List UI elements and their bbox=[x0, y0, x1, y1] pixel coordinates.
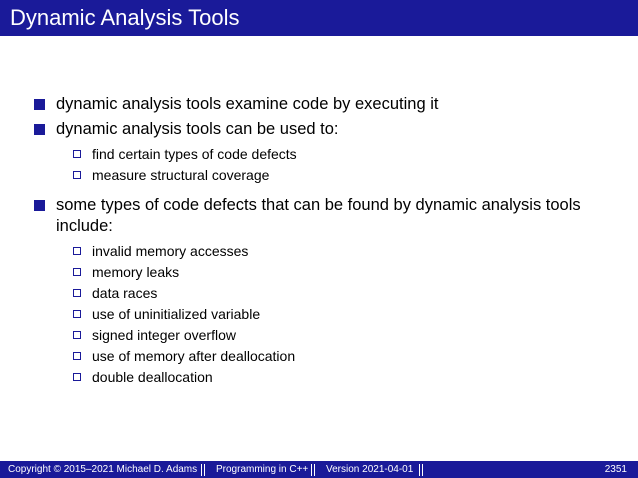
sub-bullet-item bbox=[34, 241, 624, 262]
bullet-item bbox=[34, 94, 624, 115]
sub-bullet-text: find certain types of code defects bbox=[92, 146, 297, 162]
footer-copyright: Copyright © 2015–2021 Michael D. Adams bbox=[8, 464, 198, 475]
page-number: 2351 bbox=[604, 464, 627, 475]
footer-course: Programming in C++ bbox=[216, 464, 309, 475]
bullet-item bbox=[34, 195, 624, 237]
sub-bullet-item bbox=[34, 165, 624, 186]
hollow-square-bullet-icon bbox=[73, 373, 81, 381]
sub-bullet-text: use of memory after deallocation bbox=[92, 348, 296, 364]
sub-bullet-text: double deallocation bbox=[92, 369, 213, 385]
hollow-square-bullet-icon bbox=[73, 352, 81, 360]
title-bar bbox=[0, 0, 638, 36]
bullet-item bbox=[34, 119, 624, 140]
sub-bullet-item bbox=[34, 304, 624, 325]
sub-bullet-item bbox=[34, 144, 624, 165]
hollow-square-bullet-icon bbox=[73, 310, 81, 318]
hollow-square-bullet-icon bbox=[73, 331, 81, 339]
footer-separator bbox=[419, 464, 423, 476]
bullet-text: dynamic analysis tools examine code by executing it bbox=[56, 95, 439, 113]
footer-separator bbox=[201, 464, 205, 476]
hollow-square-bullet-icon bbox=[73, 289, 81, 297]
sub-bullet-text: signed integer overflow bbox=[92, 327, 236, 343]
sub-bullet-text: invalid memory accesses bbox=[92, 243, 249, 259]
hollow-square-bullet-icon bbox=[73, 171, 81, 179]
footer-bar bbox=[0, 461, 638, 478]
square-bullet-icon bbox=[34, 200, 45, 211]
footer-version: Version 2021-04-01 bbox=[326, 464, 414, 475]
sub-bullet-text: data races bbox=[92, 285, 158, 301]
square-bullet-icon bbox=[34, 124, 45, 135]
square-bullet-icon bbox=[34, 99, 45, 110]
bullet-text-continued: include: bbox=[56, 217, 113, 235]
footer-separator bbox=[311, 464, 315, 476]
sub-bullet-text: memory leaks bbox=[92, 264, 180, 280]
bullet-text: some types of code defects that can be found by dynamic analysis tools bbox=[56, 196, 581, 214]
slide-content bbox=[34, 94, 624, 388]
hollow-square-bullet-icon bbox=[73, 268, 81, 276]
slide-title: Dynamic Analysis Tools bbox=[10, 5, 240, 30]
sub-bullet-item bbox=[34, 346, 624, 367]
sub-bullet-text: measure structural coverage bbox=[92, 167, 270, 183]
sub-bullet-text: use of uninitialized variable bbox=[92, 306, 261, 322]
sub-bullet-item bbox=[34, 325, 624, 346]
hollow-square-bullet-icon bbox=[73, 150, 81, 158]
sub-bullet-item bbox=[34, 367, 624, 388]
hollow-square-bullet-icon bbox=[73, 247, 81, 255]
sub-bullet-item bbox=[34, 283, 624, 304]
sub-bullet-item bbox=[34, 262, 624, 283]
bullet-text: dynamic analysis tools can be used to: bbox=[56, 120, 339, 138]
